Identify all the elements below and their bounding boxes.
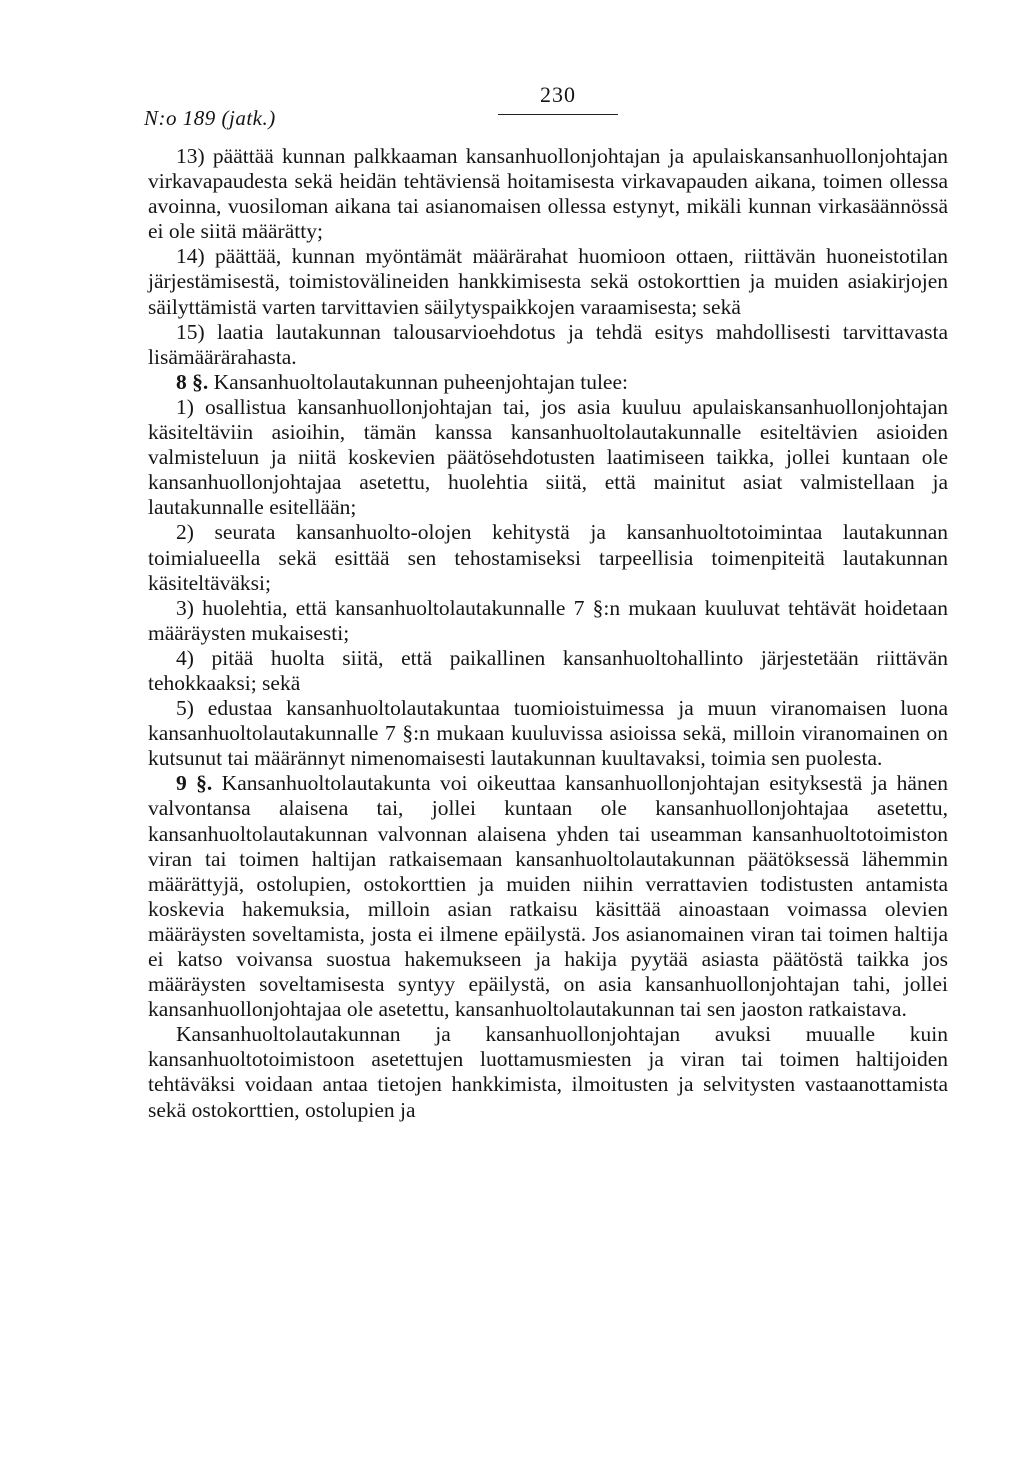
paragraph-text: 2) seurata kansanhuolto-olojen kehitystä ja kansanhuoltotoimintaa lautakunnan toimialueella sekä esittää sen tehostamiseksi tarpeellisia toimenpiteitä lautakunnan käsiteltäväksi; [148,520,948,595]
paragraph-text: 13) päättää kunnan palkkaaman kansanhuollonjohtajan ja apulaiskansanhuollonjohtajan virkavapaudesta sekä heidän tehtäviensä hoitamisesta virkavapauden aikana, toimen ollessa avoinna, vuosiloman aikana tai asianomaisen ollessa estynyt, mikäli kunnan virkasäännössä ei ole siitä määrätty; [148,144,948,244]
paragraph-text: 3) huolehtia, että kansanhuoltolautakunnalle 7 §:n mukaan kuuluvat tehtävät hoidetaan määräysten mukaisesti; [148,595,948,645]
section-9 [148,771,948,1022]
page-number: 230 [498,82,618,115]
section-8-item-5 [148,696,948,771]
section-marker: 8 §. [176,369,209,394]
paragraph-text: 14) päättää, kunnan myöntämät määrärahat huomioon ottaen, riittävän huoneistotilan järjestämisestä, toimistovälineiden hankkimisesta sekä ostokorttien ja muiden asiakirjojen säilyttämistä varten tarvittavien säilytyspaikkojen varaamisesta; sekä [148,244,948,319]
paragraph-text: Kansanhuoltolautakunnan ja kansanhuollonjohtajan avuksi muualle kuin kansanhuoltotoimistoon asetettujen luottamusmiesten ja viran tai toimen haltijoiden tehtäväksi voidaan antaa tietojen hankkimista, ilmoitusten ja selvitysten vastaanottamista sekä ostokorttien, ostolupien ja [148,1022,948,1122]
paragraph-text: 5) edustaa kansanhuoltolautakuntaa tuomioistuimessa ja muun viranomaisen luona kansanhuoltolautakunnalle 7 §:n mukaan kuuluvissa asioissa sekä, milloin viranomainen on kutsunut tai määrännyt nimenomaisesti lautakunnan kuultavaksi, toimia sen puolesta. [148,696,948,771]
page-header [144,82,948,144]
document-body [148,144,948,1123]
section-8 [148,370,948,395]
paragraph-text: Kansanhuoltolautakunnan puheenjohtajan tulee: [208,369,628,394]
statute-number: N:o 189 (jatk.) [144,106,276,130]
paragraph-text: 4) pitää huolta siitä, että paikallinen kansanhuoltohallinto järjestetään riittävän tehokkaaksi; sekä [148,645,948,695]
section-8-item-1 [148,395,948,520]
section-8-item-4 [148,646,948,696]
section-8-item-3 [148,596,948,646]
paragraph-item-14 [148,244,948,319]
document-page [144,82,948,1123]
paragraph-item-15 [148,320,948,370]
section-8-item-2 [148,520,948,595]
closing-paragraph [148,1022,948,1122]
paragraph-text: 15) laatia lautakunnan talousarvioehdotus ja tehdä esitys mahdollisesti tarvittavasta lisämäärärahasta. [148,319,948,369]
paragraph-text: Kansanhuoltolautakunta voi oikeuttaa kansanhuollonjohtajan esityksestä ja hänen valvontansa alaisena tai, jollei kuntaan ole kansanhuollonjohtajaa asetettu, kansanhuoltolautakunnan valvonnan alaisena yhden tai useamman kansanhuoltotoimiston viran tai toimen haltijan ratkaisemaan kansanhuoltolautakunnan päätöksessä lähemmin määrättyjä, ostolupien, ostokorttien ja muiden niihin verrattavien todistusten antamista koskevia hakemuksia, milloin asian ratkaisu käsittää ainoastaan voimassa olevien määräysten soveltamista, josta ei ilmene epäilystä. Jos asianomainen viran tai toimen haltija ei katso voivansa suostua hakemukseen ja hakija pyytää asiasta päätöstä taikka jos määräysten soveltamisesta syntyy epäilystä, on asia kansanhuollonjohtajan tahi, jollei kansanhuollonjohtajaa ole asetettu, kansanhuoltolautakunnan tai sen jaoston ratkaistava. [148,771,948,1022]
section-marker: 9 §. [176,771,213,796]
paragraph-item-13 [148,144,948,244]
paragraph-text: 1) osallistua kansanhuollonjohtajan tai, jos asia kuuluu apulaiskansanhuollonjohtajan käsiteltäviin asioihin, tämän kanssa kansanhuoltolautakunnalle esiteltävien asioiden valmisteluun ja niitä koskevien päätösehdotusten laatimiseen taikka, jollei kuntaan ole kansanhuollonjohtajaa asetettu, huolehtia siitä, että mainitut asiat valmistellaan ja lautakunnalle esitellään; [148,394,948,520]
